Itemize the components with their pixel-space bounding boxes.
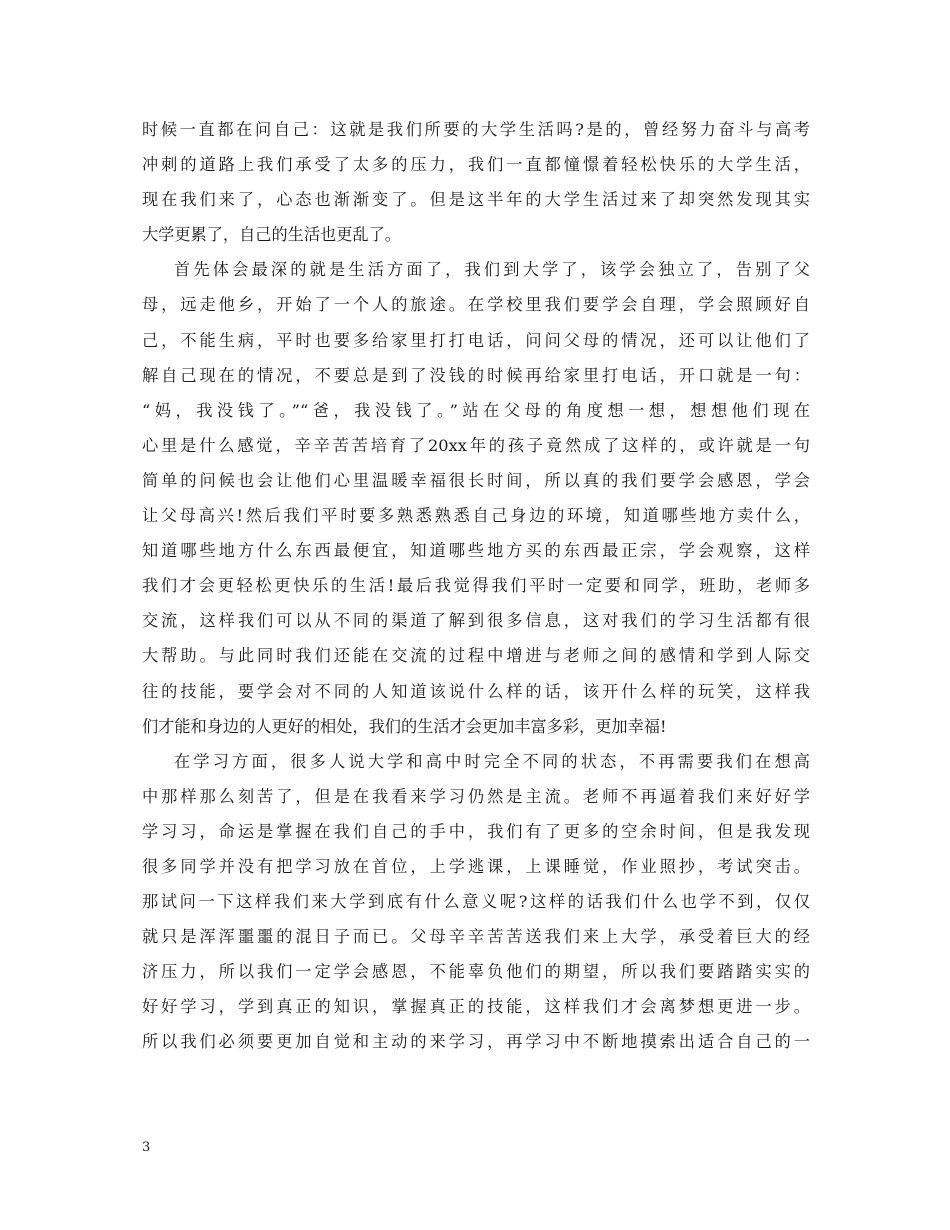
- text-line: 现在我们来了，心态也渐渐变了。但是这半年的大学生活过来了却突然发现其实: [142, 190, 810, 210]
- text-line: 简单的问候也会让他们心里温暖幸福很长时间，所以真的我们要学会感恩，学会: [142, 470, 810, 490]
- text-line: 母，远走他乡，开始了一个人的旅途。在学校里我们要学会自理，学会照顾好自: [142, 295, 810, 315]
- text-line: 己，不能生病，平时也要多给家里打打电话，问问父母的情况，还可以让他们了: [142, 330, 810, 350]
- text-line: 所以我们必须要更加自觉和主动的来学习，再学习中不断地摸索出适合自己的一: [142, 1032, 810, 1052]
- text-line: 很多同学并没有把学习放在首位，上学逃课，上课睡觉，作业照抄，考试突击。: [142, 856, 810, 876]
- text-line: 让父母高兴!然后我们平时要多熟悉熟悉自己身边的环境，知道哪些地方卖什么，: [142, 506, 810, 526]
- body-text: [142, 112, 810, 1060]
- text-line: 好好学习，学到真正的知识，掌握真正的技能，这样我们才会离梦想更进一步。: [142, 997, 810, 1017]
- text-line: 大学更累了，自己的生活也更乱了。: [142, 225, 401, 245]
- text-line: 知道哪些地方什么东西最便宜，知道哪些地方买的东西最正宗，学会观察，这样: [142, 541, 810, 561]
- text-line: 济压力，所以我们一定学会感恩，不能辜负他们的期望，所以我们要踏踏实实的: [142, 962, 810, 982]
- text-line: 我们才会更轻松更快乐的生活!最后我觉得我们平时一定要和同学，班助，老师多: [142, 576, 810, 596]
- text-line: 们才能和身边的人更好的相处，我们的生活才会更加丰富多彩，更加幸福!: [142, 716, 667, 736]
- text-line: 学习习，命运是掌握在我们自己的手中，我们有了更多的空余时间，但是我发现: [142, 821, 810, 841]
- page-number: 3: [142, 1140, 151, 1155]
- text-line: 中那样那么刻苦了，但是在我看来学习仍然是主流。老师不再逼着我们来好好学: [142, 786, 810, 806]
- text-line: 心里是什么感觉，辛辛苦苦培育了20xx年的孩子竟然成了这样的，或许就是一句: [142, 435, 810, 455]
- paragraph-start-line: 首先体会最深的就是生活方面了，我们到大学了，该学会独立了，告别了父: [174, 260, 810, 280]
- text-line: 冲刺的道路上我们承受了太多的压力，我们一直都憧憬着轻松快乐的大学生活，: [142, 155, 810, 175]
- text-line: 大帮助。与此同时我们还能在交流的过程中增进与老师之间的感情和学到人际交: [142, 646, 810, 666]
- text-line: “妈，我没钱了。”“爸，我没钱了。”站在父母的角度想一想，想想他们现在: [142, 400, 810, 420]
- text-line: 交流，这样我们可以从不同的渠道了解到很多信息，这对我们的学习生活都有很: [142, 611, 810, 631]
- text-line: 往的技能，要学会对不同的人知道该说什么样的话，该开什么样的玩笑，这样我: [142, 681, 810, 701]
- text-line: 时候一直都在问自己：这就是我们所要的大学生活吗?是的，曾经努力奋斗与高考: [142, 120, 810, 139]
- text-line: 就只是浑浑噩噩的混日子而已。父母辛辛苦苦送我们来上大学，承受着巨大的经: [142, 927, 810, 947]
- paragraph-start-line: 在学习方面，很多人说大学和高中时完全不同的状态，不再需要我们在想高: [174, 751, 810, 771]
- text-line: 那试问一下这样我们来大学到底有什么意义呢?这样的话我们什么也学不到，仅仅: [142, 892, 810, 912]
- text-line: 解自己现在的情况，不要总是到了没钱的时候再给家里打电话，开口就是一句：: [142, 365, 810, 385]
